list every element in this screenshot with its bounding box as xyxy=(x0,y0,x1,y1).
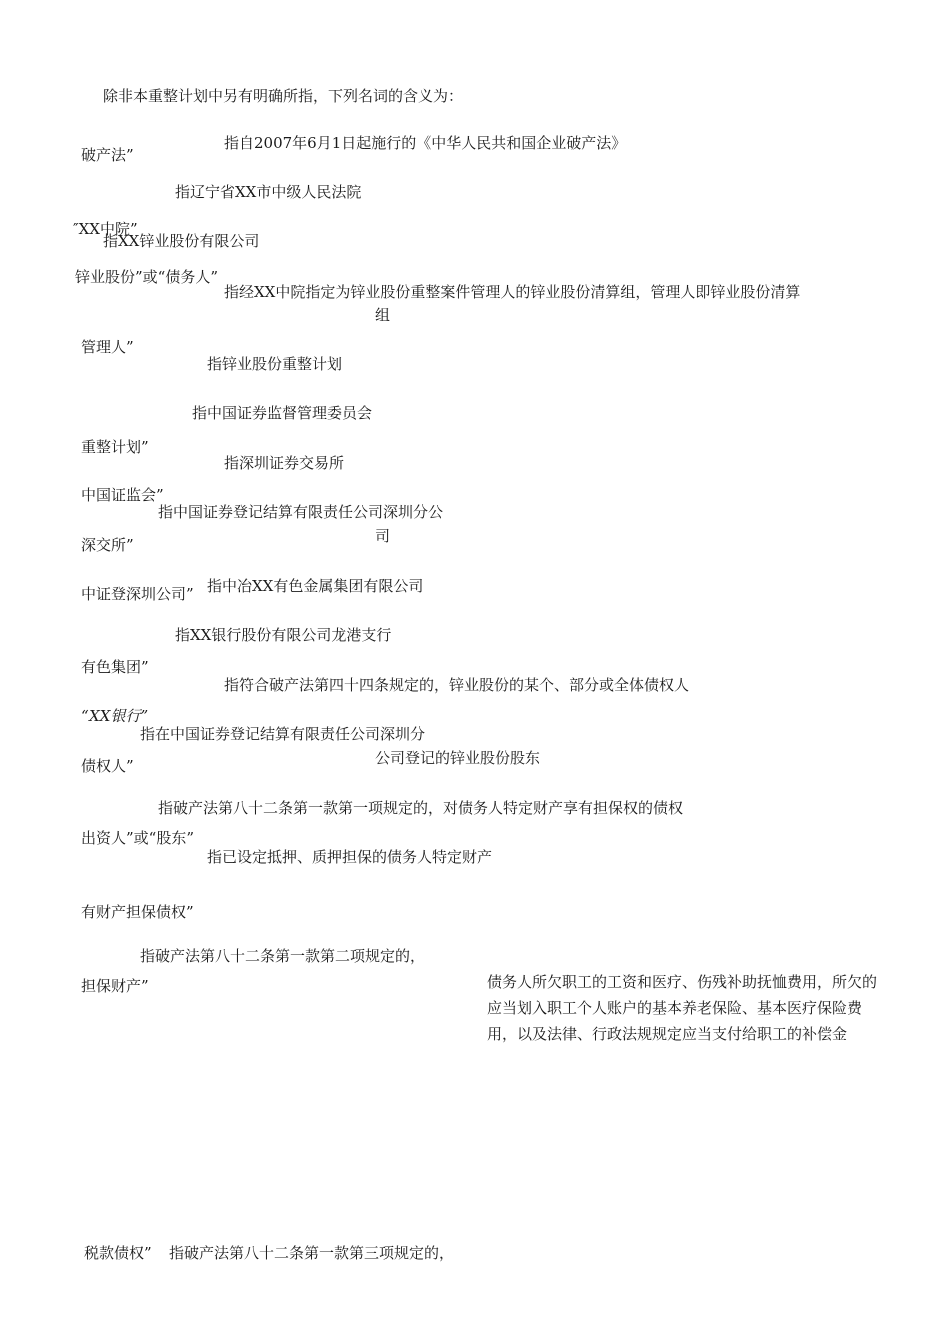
definition-tax-claim: 指破产法第八十二条第一款第三项规定的， xyxy=(169,1244,455,1262)
definition-collateral: 指已设定抵押、质押担保的债务人特定财产 xyxy=(207,848,493,866)
term-court: ″XX中院” xyxy=(73,220,138,238)
term-group: 有色集团” xyxy=(81,658,149,676)
term-shareholder: 出资人”或“股东” xyxy=(81,829,195,847)
definition-szse: 指深圳证券交易所 xyxy=(224,454,345,472)
term-csrc: 中国证监会” xyxy=(81,486,164,504)
term-secured-claim: 有财产担保债权” xyxy=(81,903,194,921)
term-company: 锌业股份”或“债务人” xyxy=(75,268,219,286)
definition-plan: 指锌业股份重整计划 xyxy=(207,355,343,373)
definition-shareholder-line2: 公司登记的锌业股份股东 xyxy=(375,749,541,767)
definition-secured-claim: 指破产法第八十二条第一款第一项规定的，对债务人特定财产享有担保权的债权 xyxy=(158,799,684,817)
definition-company: 指XX锌业股份有限公司 xyxy=(103,232,260,250)
definition-creditor: 指符合破产法第四十四条规定的，锌业股份的某个、部分或全体债权人 xyxy=(224,676,690,694)
definition-administrator-line1: 指经XX中院指定为锌业股份重整案件管理人的锌业股份清算组，管理人即锌业股份清算 xyxy=(224,283,801,301)
definition-shareholder-line1: 指在中国证券登记结算有限责任公司深圳分 xyxy=(140,725,426,743)
definition-employee-claim-detail: 债务人所欠职工的工资和医疗、伤残补助抚恤费用，所欠的应当划入职工个人账户的基本养老保险、基本医疗保险费用，以及法律、行政法规规定应当支付给职工的补偿金 xyxy=(487,973,878,1043)
definition-employee-claim: 指破产法第八十二条第一款第二项规定的， xyxy=(140,947,426,965)
definition-csrc: 指中国证券监督管理委员会 xyxy=(192,404,373,422)
term-tax-claim: 税款债权” xyxy=(84,1244,152,1262)
definition-court: 指辽宁省XX市中级人民法院 xyxy=(175,183,362,201)
definition-bankruptcy-law: 指自2007年6月1日起施行的《中华人民共和国企业破产法》 xyxy=(224,134,627,152)
definition-csdc-line1: 指中国证券登记结算有限责任公司深圳分公 xyxy=(158,503,444,521)
intro-text: 除非本重整计划中另有明确所指，下列名词的含义为： xyxy=(103,87,464,105)
term-creditor: 债权人” xyxy=(81,757,134,775)
definition-group: 指中冶XX有色金属集团有限公司 xyxy=(207,577,424,595)
definition-administrator-line2: 组 xyxy=(375,306,391,324)
term-csdc: 中证登深圳公司” xyxy=(81,585,194,603)
term-administrator: 管理人” xyxy=(81,338,134,356)
term-szse: 深交所” xyxy=(81,536,134,554)
term-bankruptcy-law: 破产法” xyxy=(81,146,134,164)
definition-csdc-line2: 司 xyxy=(375,527,391,545)
term-collateral: 担保财产” xyxy=(81,977,149,995)
term-bank: “XX银行” xyxy=(81,707,149,725)
term-plan: 重整计划” xyxy=(81,438,149,456)
definition-bank: 指XX银行股份有限公司龙港支行 xyxy=(175,626,392,644)
